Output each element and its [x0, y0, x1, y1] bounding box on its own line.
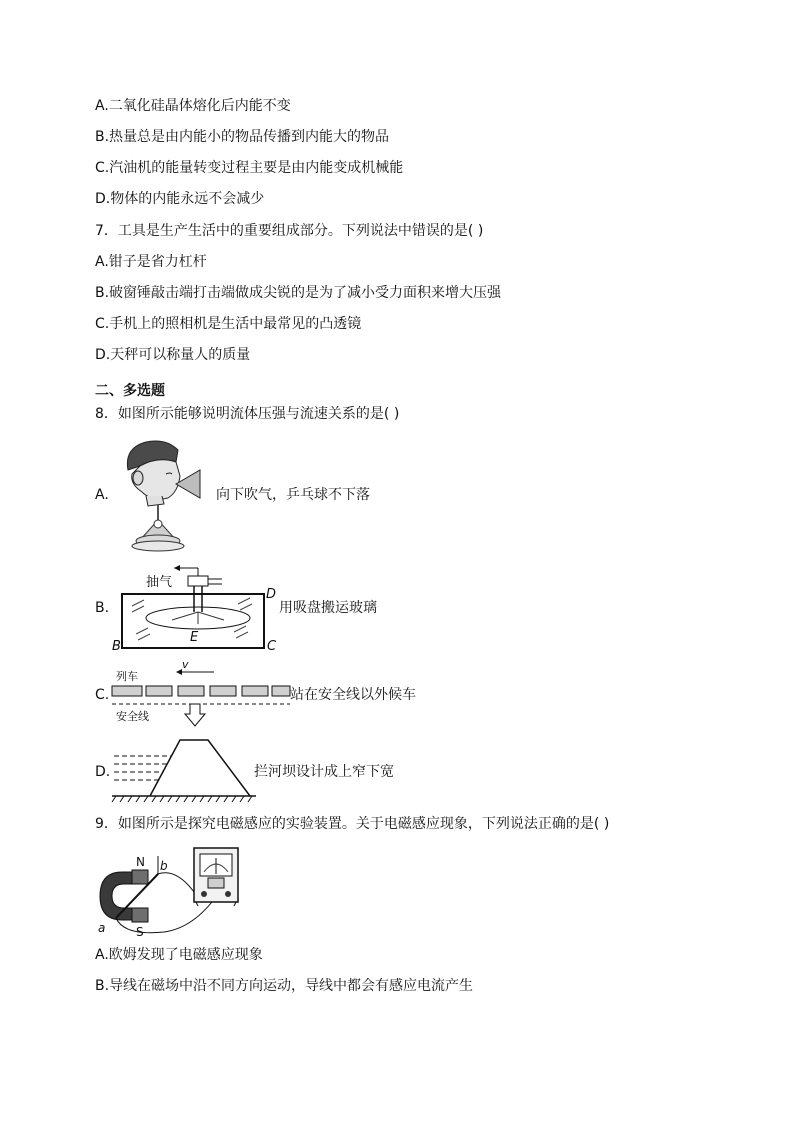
q8-b-letter: B. [95, 600, 110, 616]
q8-stem: 8．如图所示能够说明流体压强与流速关系的是( ) [95, 406, 400, 422]
pole-s-label: S [136, 925, 144, 938]
q9-option-b: B.导线在磁场中沿不同方向运动，导线中都会有感应电流产生 [95, 978, 474, 994]
blowing-funnel-figure [118, 440, 210, 552]
q7-option-c: C.手机上的照相机是生活中最常见的凸透镜 [95, 316, 362, 332]
q8-c-caption: 站在安全线以外候车 [290, 687, 416, 703]
dam-figure [110, 734, 260, 804]
wire-end-b-label: b [160, 859, 168, 873]
electromagnetic-induction-figure [94, 846, 250, 938]
q8-d-letter: D. [95, 764, 111, 780]
velocity-label: v [182, 658, 189, 671]
q7-option-d: D.天秤可以称量人的质量 [95, 347, 251, 363]
pump-label: 抽气 [146, 575, 173, 590]
corner-c-label: C [267, 639, 277, 654]
pole-n-label: N [136, 855, 145, 869]
safety-line-label: 安全线 [116, 710, 149, 723]
q9-stem: 9．如图所示是探究电磁感应的实验装置。关于电磁感应现象，下列说法正确的是( ) [95, 816, 610, 832]
q8-d-caption: 拦河坝设计成上窄下宽 [254, 764, 394, 780]
q8-a-letter: A. [95, 487, 109, 503]
q7-option-b: B.破窗锤敲击端打击端做成尖锐的是为了减小受力面积来增大压强 [95, 285, 502, 301]
q7-stem: 7．工具是生产生活中的重要组成部分。下列说法中错误的是( ) [95, 223, 484, 239]
wire-end-a-label: a [98, 921, 106, 935]
q8-c-letter: C. [95, 687, 110, 703]
suction-cup-glass-figure [110, 562, 282, 654]
corner-d-label: D [266, 587, 277, 602]
q6-option-a: A.二氧化硅晶体熔化后内能不变 [95, 98, 291, 114]
q9-option-a: A.欧姆发现了电磁感应现象 [95, 947, 263, 963]
q7-option-a: A.钳子是省力杠杆 [95, 254, 207, 270]
corner-b-label: B [112, 639, 121, 654]
point-e-label: E [190, 630, 199, 645]
train-platform-figure [110, 656, 292, 728]
q6-option-b: B.热量总是由内能小的物品传播到内能大的物品 [95, 129, 390, 145]
q8-a-caption: 向下吹气，乒乓球不下落 [216, 487, 370, 503]
q6-option-c: C.汽油机的能量转变过程主要是由内能变成机械能 [95, 160, 404, 176]
section-title: 二、多选题 [95, 383, 165, 399]
q8-b-caption: 用吸盘搬运玻璃 [279, 600, 377, 616]
q6-option-d: D.物体的内能永远不会减少 [95, 191, 265, 207]
train-label: 列车 [116, 670, 138, 683]
